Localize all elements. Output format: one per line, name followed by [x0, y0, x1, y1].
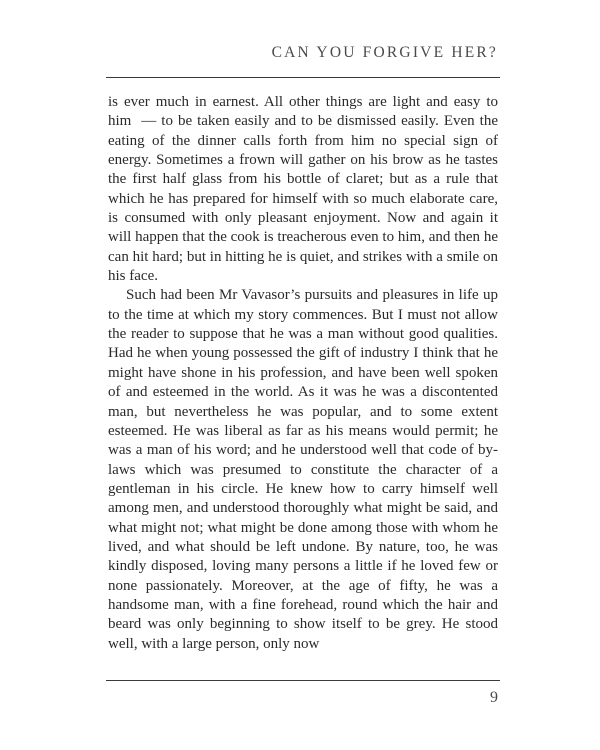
footer-rule [106, 680, 500, 681]
page-body-text [108, 93, 498, 654]
page-number: 9 [490, 689, 498, 706]
header-rule [106, 77, 500, 78]
running-header-title: CAN YOU FORGIVE HER? [271, 44, 498, 61]
paragraph-mr-vavasor: Such had been Mr Vavasor’s pursuits and pleasures in life up to the time at which my story commences. But I must not allow the reader to suppose that he was a man without good qualities. Had he when young possessed the gift of industry I think that he might have shone in his profession, and have been well spoken of and esteemed in the world. As it was he was a discontented man, but nevertheless he was popular, and to some extent esteemed. He was liberal as far as his means would permit; he was a man of his word; and he understood well that code of by-laws which was presumed to constitute the character of a gentleman in his circle. He knew how to carry himself well among men, and understood thoroughly what might be said, and what might not; what might be done among those with whom he lived, and what should be left undone. By nature, too, he was kindly disposed, loving many persons a little if he loved few or none passionately. Moreover, at the age of fifty, he was a handsome man, with a fine forehead, round which the hair and beard was only beginning to show itself to be grey. He stood well, with a large person, only now [108, 287, 498, 652]
paragraph-continued: is ever much in earnest. All other things are light and easy to him — to be taken easily and to be dismissed easily. Even the eating of the dinner calls forth from him no special sign of energy. Sometimes a frown will gather on his brow as he tastes the first half glass from his bottle of claret; but as a rule that which he has prepared for himself with so much elaborate care, is consumed with only pleasant enjoyment. Now and again it will happen that the cook is treacherous even to him, and then he can hit hard; but in hitting he is quiet, and strikes with a smile on his face. [108, 94, 498, 285]
